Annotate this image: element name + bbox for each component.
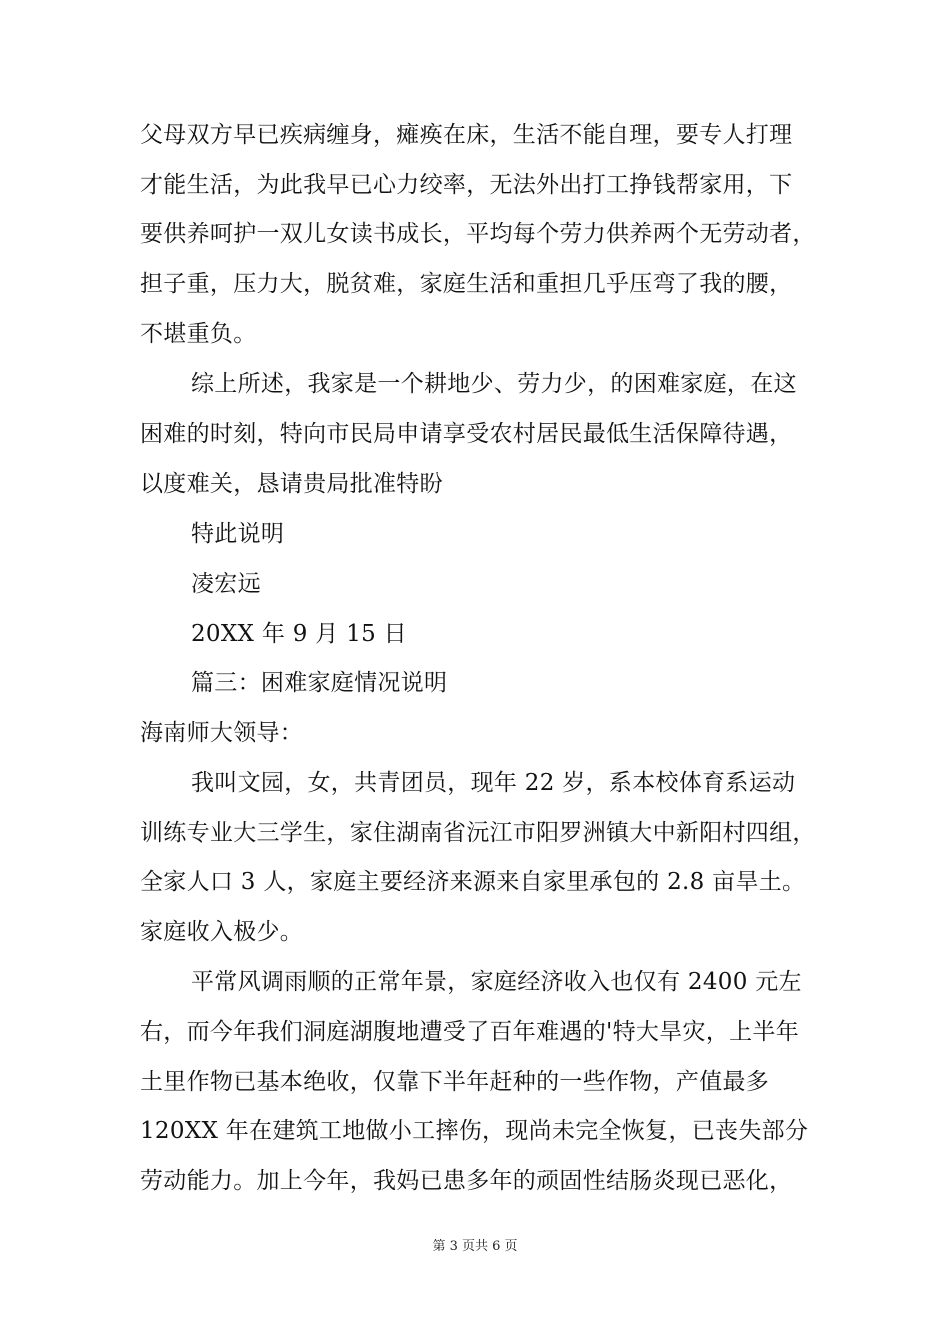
body-line-4: 担子重，压力大，脱贫难，家庭生活和重担几乎压弯了我的腰， [140,271,793,297]
body-line-5: 不堪重负。 [140,321,257,347]
body-line-15: 训练专业大三学生，家住湖南省沅江市阳罗洲镇大中新阳村四组， [140,820,816,846]
body-line-6: 综上所述，我家是一个耕地少、劳力少，的困难家庭，在这 [191,371,797,397]
body-line-1: 父母双方早已疾病缠身，瘫痪在床，生活不能自理，要专人打理 [140,122,793,148]
body-line-20: 土里作物已基本绝收，仅靠下半年赶种的一些作物，产值最多 [140,1069,770,1095]
body-line-19: 右，而今年我们洞庭湖腹地遭受了百年难遇的'特大旱灾，上半年 [140,1019,800,1045]
salutation: 海南师大领导： [140,720,304,746]
body-line-3: 要供养呵护一双儿女读书成长，平均每个劳力供养两个无劳动者， [140,221,816,247]
body-line-18: 平常风调雨顺的正常年景，家庭经济收入也仅有 2400 元左 [191,969,802,995]
body-line-14: 我叫文园，女，共青团员，现年 22 岁，系本校体育系运动 [191,770,796,796]
body-line-21: 120XX 年在建筑工地做小工摔伤，现尚未完全恢复，已丧失部分 [140,1118,809,1144]
body-line-16: 全家人口 3 人，家庭主要经济来源来自家里承包的 2.8 亩旱土。 [140,869,806,895]
body-line-7: 困难的时刻，特向市民局申请享受农村居民最低生活保障待遇， [140,421,793,447]
body-line-2: 才能生活，为此我早已心力绞率，无法外出打工挣钱帮家用，下 [140,172,793,198]
body-line-8: 以度难关，恳请贵局批准特盼 [140,471,443,497]
signature-date: 20XX 年 9 月 15 日 [191,621,407,647]
body-line-17: 家庭收入极少。 [140,919,304,945]
section-heading: 篇三：困难家庭情况说明 [191,670,448,696]
signature-name: 凌宏远 [191,571,261,597]
body-line-22: 劳动能力。加上今年，我妈已患多年的顽固性结肠炎现已恶化， [140,1168,793,1194]
closing-statement: 特此说明 [191,521,285,547]
page-number-footer: 第 3 页共 6 页 [432,1239,518,1254]
